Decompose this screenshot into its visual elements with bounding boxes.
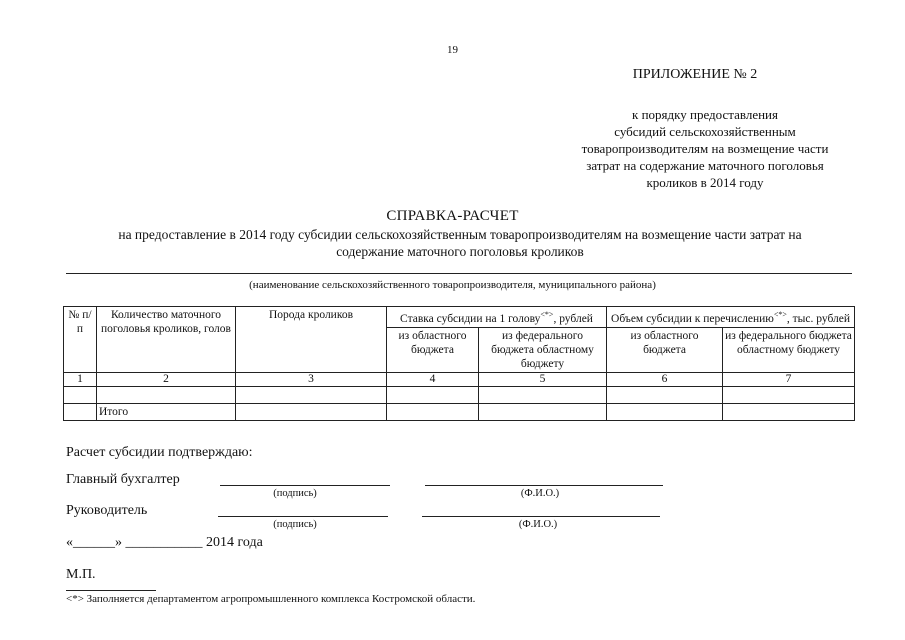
document-title: СПРАВКА-РАСЧЕТ (386, 208, 519, 224)
signature-caption: (подпись) (273, 519, 317, 530)
column-number: 4 (387, 372, 479, 386)
document-subtitle (60, 226, 860, 260)
table-cell[interactable] (236, 386, 387, 403)
subtitle-line: на предоставление в 2014 году субсидии сельскохозяйственным товаропроизводителям на возмещение части затрат на (118, 227, 802, 242)
subheader-rate-federal: из федерального бюджета областному бюджету (479, 327, 607, 372)
signature-caption: (подпись) (273, 488, 317, 499)
total-row (64, 403, 855, 420)
table-cell[interactable] (479, 386, 607, 403)
appendix-reference-line: к порядку предоставления (632, 107, 778, 122)
column-number: 6 (607, 372, 723, 386)
appendix-reference-line: затрат на содержание маточного поголовья (586, 158, 824, 173)
table-cell[interactable] (723, 403, 855, 420)
header-subsidy-volume-label: Объем субсидии к перечислению (611, 312, 774, 325)
footnote-mark: <*> (540, 310, 554, 319)
header-breed: Порода кроликов (236, 307, 387, 373)
table-cell[interactable] (387, 403, 479, 420)
footnote-divider (66, 590, 156, 591)
table-cell[interactable] (64, 386, 97, 403)
chief-accountant-signature-line[interactable] (220, 485, 390, 486)
table-cell[interactable] (97, 386, 236, 403)
column-number: 1 (64, 372, 97, 386)
subtitle-line: содержание маточного поголовья кроликов (336, 244, 584, 259)
confirmation-text: Расчет субсидии подтверждаю: (66, 445, 253, 460)
head-name-line[interactable] (422, 516, 660, 517)
chief-accountant-name-line[interactable] (425, 485, 663, 486)
table-cell[interactable] (607, 386, 723, 403)
table-row (64, 386, 855, 403)
appendix-reference-line: субсидий сельскохозяйственным (614, 124, 796, 139)
column-number: 5 (479, 372, 607, 386)
header-subsidy-rate-label: Ставка субсидии на 1 голову (400, 312, 541, 325)
total-label: Итого (97, 403, 236, 420)
table-cell[interactable] (607, 403, 723, 420)
producer-name-line[interactable] (66, 273, 852, 274)
column-number: 7 (723, 372, 855, 386)
subheader-volume-regional: из областного бюджета (607, 327, 723, 372)
head-signature-line[interactable] (218, 516, 388, 517)
header-livestock-count: Количество маточного поголовья кроликов, голов (97, 307, 236, 373)
date-line: «______» ___________ 2014 года (66, 535, 263, 550)
header-subsidy-volume (607, 307, 855, 328)
table-header-row (64, 307, 855, 328)
head-label: Руководитель (66, 503, 148, 518)
column-number: 3 (236, 372, 387, 386)
table-cell[interactable] (479, 403, 607, 420)
header-subsidy-rate-unit: , рублей (553, 312, 593, 325)
column-number: 2 (97, 372, 236, 386)
table-cell[interactable] (64, 403, 97, 420)
footnote-mark: <*> (773, 310, 787, 319)
footnote: <*> Заполняется департаментом агропромышленного комплекса Костромской области. (66, 593, 476, 605)
table-cell[interactable] (236, 403, 387, 420)
appendix-reference-line: кроликов в 2014 году (646, 175, 764, 190)
header-number: № п/п (64, 307, 97, 373)
table-cell[interactable] (387, 386, 479, 403)
header-subsidy-volume-unit: , тыс. рублей (786, 312, 851, 325)
chief-accountant-label: Главный бухгалтер (66, 472, 180, 487)
full-name-caption: (Ф.И.О.) (518, 519, 558, 530)
table-cell[interactable] (723, 386, 855, 403)
appendix-reference-line: товаропроизводителям на возмещение части (581, 141, 829, 156)
subheader-volume-federal: из федерального бюджета областному бюджету (723, 327, 855, 372)
column-number-row (64, 372, 855, 386)
full-name-caption: (Ф.И.О.) (520, 488, 560, 499)
producer-name-caption: (наименование сельскохозяйственного товаропроизводителя, муниципального района) (249, 279, 656, 291)
page-number: 19 (447, 44, 458, 56)
header-subsidy-rate (387, 307, 607, 328)
appendix-reference (540, 106, 870, 191)
appendix-heading: ПРИЛОЖЕНИЕ № 2 (632, 67, 758, 82)
subheader-rate-regional: из областного бюджета (387, 327, 479, 372)
seal-place: М.П. (66, 567, 96, 582)
calculation-table (63, 306, 855, 421)
